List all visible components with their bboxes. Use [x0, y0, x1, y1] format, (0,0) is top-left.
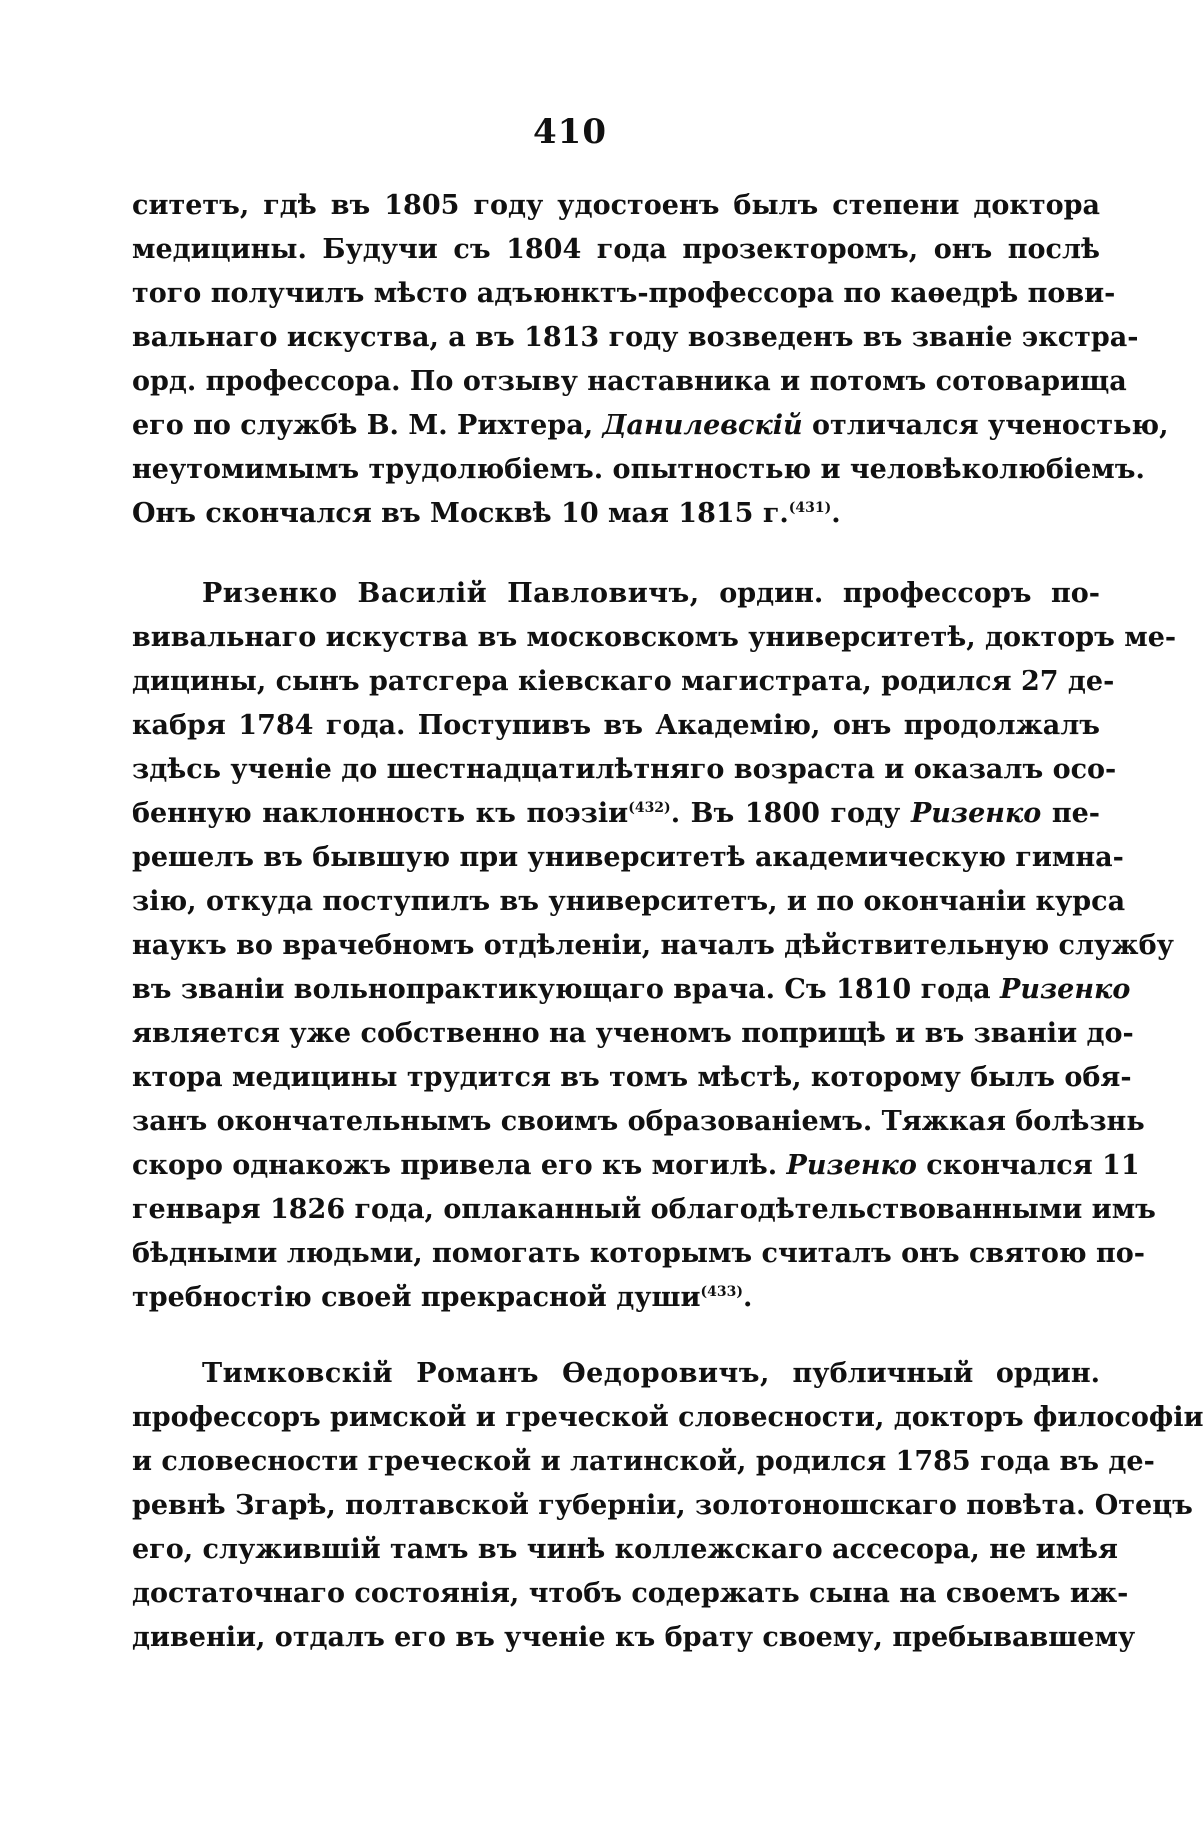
- text-line: дицины, сынъ ратсгера кіевскаго магистрата, родился 27 де-: [132, 666, 1115, 697]
- text-line: [132, 1276, 1100, 1320]
- italic-surname: Данилевскій: [602, 410, 803, 441]
- text-line: и словесности греческой и латинской, родился 1785 года въ де-: [132, 1446, 1155, 1477]
- text-line: здѣсь ученіе до шестнадцатилѣтняго возраста и оказалъ осо-: [132, 754, 1117, 785]
- italic-surname: Ризенко: [786, 1150, 917, 1181]
- text-line: кабря 1784 года. Поступивъ въ Академію, онъ продолжалъ: [132, 710, 1100, 741]
- text-line: [132, 968, 1131, 1012]
- text-segment: .: [831, 498, 841, 529]
- text-line: бѣдными людьми, помогать которымъ считалъ онъ святою по-: [132, 1238, 1145, 1269]
- text-line: вивальнаго искуства въ московскомъ университетѣ, докторъ ме-: [132, 622, 1177, 653]
- text-segment: . Въ 1800 году: [670, 798, 901, 829]
- text-segment: бенную наклонность къ поэзіи: [132, 798, 629, 829]
- text-line: [132, 1352, 1100, 1396]
- footnote-reference: (431): [788, 500, 832, 516]
- text-line: орд. профессора. По отзыву наставника и потомъ сотоварища: [132, 366, 1127, 397]
- text-segment: Онъ скончался въ Москвѣ 10 мая 1815 г.: [132, 498, 789, 529]
- text-line: генваря 1826 года, оплаканный облагодѣтельствованными имъ: [132, 1194, 1156, 1225]
- text-line: ктора медицины трудится въ томъ мѣстѣ, которому былъ обя-: [132, 1062, 1132, 1093]
- text-segment: скончался 11: [926, 1150, 1140, 1181]
- text-line: [132, 492, 1100, 536]
- text-segment: въ званіи вольнопрактикующаго врача. Съ 1810 года: [132, 974, 991, 1005]
- page-number: 410: [533, 112, 607, 152]
- paragraph-danilevsky-continued: [132, 184, 1169, 536]
- text-line: наукъ во врачебномъ отдѣленіи, началъ дѣйствительную службу: [132, 930, 1174, 961]
- text-line: [132, 404, 1169, 448]
- text-line: неутомимымъ трудолюбіемъ. опытностью и человѣколюбіемъ.: [132, 454, 1145, 485]
- text-line: того получилъ мѣсто адъюнктъ-профессора по каѳедрѣ пови-: [132, 278, 1116, 309]
- text-line: занъ окончательнымъ своимъ образованіемъ. Тяжкая болѣзнь: [132, 1106, 1145, 1137]
- biography-name-heading: Тимковскій Романъ Ѳедоровичъ,: [202, 1358, 770, 1389]
- text-line: является уже собственно на ученомъ поприщѣ и въ званіи до-: [132, 1018, 1134, 1049]
- text-segment: пе-: [1051, 798, 1101, 829]
- text-segment: публичный ордин.: [792, 1358, 1100, 1389]
- biography-name-heading: Ризенко Василій Павловичъ,: [202, 578, 700, 609]
- text-segment: требностію своей прекрасной души: [132, 1282, 701, 1313]
- footnote-reference: (433): [700, 1284, 744, 1300]
- text-line: вальнаго искуства, а въ 1813 году возведенъ въ званіе экстра-: [132, 322, 1139, 353]
- text-line: решелъ въ бывшую при университетѣ академическую гимна-: [132, 842, 1124, 873]
- text-segment: ордин. профессоръ по-: [719, 578, 1100, 609]
- text-line: достаточнаго состоянія, чтобъ содержать сына на своемъ иж-: [132, 1578, 1129, 1609]
- text-line: [132, 1144, 1140, 1188]
- paragraph-rizenko: [132, 572, 1177, 1320]
- italic-surname: Ризенко: [1000, 974, 1131, 1005]
- text-line: профессоръ римской и греческой словесности, докторъ философіи: [132, 1402, 1204, 1433]
- text-line: дивеніи, отдалъ его въ ученіе къ брату своему, пребывавшему: [132, 1622, 1136, 1653]
- text-line: ситетъ, гдѣ въ 1805 году удостоенъ былъ степени доктора: [132, 190, 1100, 221]
- text-segment: его по службѣ В. М. Рихтера,: [132, 410, 594, 441]
- text-segment: скоро однакожъ привела его къ могилѣ.: [132, 1150, 778, 1181]
- text-line: медицины. Будучи съ 1804 года прозекторомъ, онъ послѣ: [132, 234, 1100, 265]
- text-line: ревнѣ Згарѣ, полтавской губерніи, золотоношскаго повѣта. Отецъ: [132, 1490, 1193, 1521]
- italic-surname: Ризенко: [910, 798, 1042, 829]
- text-segment: отличался ученостью,: [812, 410, 1169, 441]
- text-line: его, служившій тамъ въ чинѣ коллежскаго ассесора, не имѣя: [132, 1534, 1118, 1565]
- paragraph-timkovsky: [132, 1352, 1204, 1660]
- text-line: [132, 792, 1100, 836]
- text-line: зію, откуда поступилъ въ университетъ, и по окончаніи курса: [132, 886, 1126, 917]
- footnote-reference: (432): [628, 800, 671, 816]
- text-line: [132, 572, 1100, 616]
- text-segment: .: [743, 1282, 753, 1313]
